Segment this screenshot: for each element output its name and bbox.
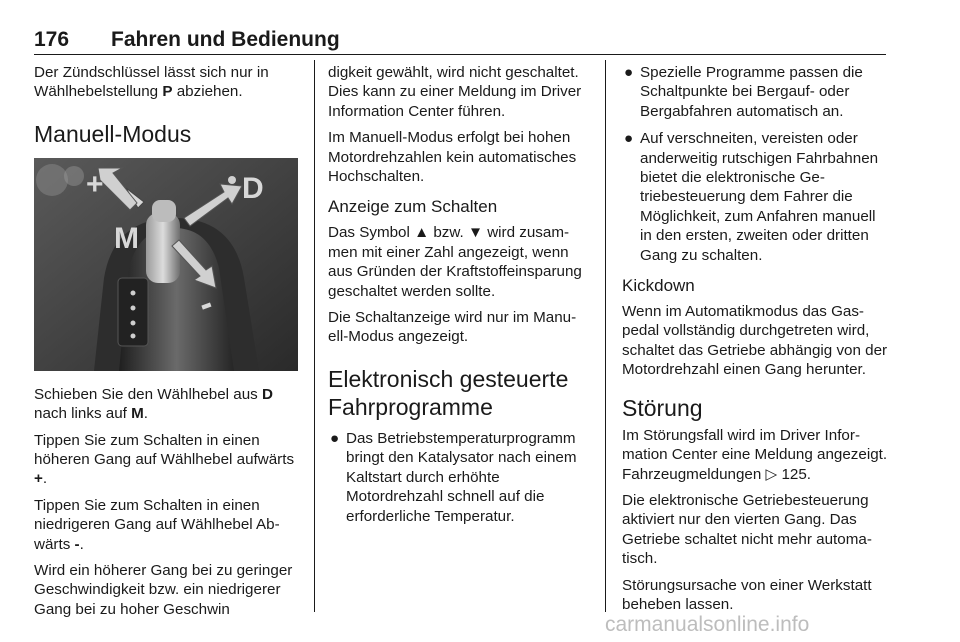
label-minus: -	[192, 281, 219, 325]
paragraph: Die elektronische Getriebesteuerung aktiviert nur den vierten Gang. Das Getriebe schaltet nicht mehr automatisch.	[622, 491, 872, 568]
column-2	[328, 63, 590, 534]
column-3	[622, 63, 888, 621]
gear-selector-illustration	[34, 158, 298, 371]
gear-selector-drawing	[34, 158, 298, 371]
page-number: 176	[34, 28, 70, 51]
section-heading-fault: Störung	[622, 394, 703, 421]
paragraph: Wird ein höherer Gang bei zu geringer Geschwindigkeit bzw. ein niedrigerer Gang bei zu hoher Geschwin	[34, 562, 293, 618]
bullet-list	[328, 429, 590, 526]
paragraph: Tippen Sie zum Schalten in einen niedrigeren Gang auf Wählhebel Abwärts -.	[34, 496, 280, 553]
paragraph: Schieben Sie den Wählhebel aus D nach links auf M.	[34, 385, 273, 423]
bullet-icon: ●	[330, 429, 340, 447]
paragraph: Wenn im Automatikmodus das Gaspedal vollständig durchgetreten wird, schaltet das Getriebe abhängig von der Motordrehzahl einen Gang herunter.	[622, 303, 888, 379]
bullet-list	[622, 63, 888, 265]
chapter-title: Fahren und Bedienung	[111, 28, 340, 51]
section-heading-manual-mode: Manuell-Modus	[34, 120, 192, 147]
paragraph: digkeit gewählt, wird nicht geschaltet. Dies kann zu einer Meldung im Driver Information Center führen.	[328, 64, 582, 120]
list-item: ● Das Betriebstemperaturprogramm bringt den Katalysator nach einem Kaltstart durch erhöhte Motordrehzahl schnell auf die erforderliche Temperatur.	[330, 429, 577, 525]
column-divider	[605, 60, 606, 612]
section-heading-drive-programs: Elektronisch gesteuerte Fahrprogramme	[328, 365, 569, 420]
intro-paragraph: Der Zündschlüssel lässt sich nur in Wählhebelstellung P abziehen.	[34, 64, 269, 101]
label-manual-m: M	[114, 221, 139, 255]
paragraph: Im Störungsfall wird im Driver Information Center eine Meldung angezeigt. Fahrzeugmeldungen ▷ 125.	[622, 426, 888, 483]
column-divider	[314, 60, 315, 612]
paragraph: Im Manuell-Modus erfolgt bei hohen Motordrehzahlen kein automatisches Hochschalten.	[328, 129, 577, 186]
list-item: ● Auf verschneiten, vereisten oder anderweitig rutschigen Fahrbahnen bietet die elektronische Getriebesteuerung dem Fahrer die Möglichkeit, zum Anfahren manuell in den ersten, zweiten oder dritten Gang zu schalten.	[624, 130, 879, 264]
bullet-icon: ●	[624, 64, 634, 81]
label-plus: +	[86, 167, 104, 201]
subheading-shift-indicator: Anzeige zum Schalten	[328, 197, 498, 217]
paragraph: Das Symbol ▲ bzw. ▼ wird zusammen mit einer Zahl angezeigt, wenn aus Gründen der Kraftstoffeinsparung geschaltet werden sollte.	[328, 224, 582, 300]
bullet-icon: ●	[624, 130, 634, 148]
paragraph: Die Schaltanzeige wird nur im Manuell-Modus angezeigt.	[328, 309, 577, 346]
paragraph: Tippen Sie zum Schalten in einen höheren Gang auf Wählhebel aufwärts +.	[34, 431, 295, 488]
subheading-kickdown: Kickdown	[622, 276, 695, 296]
paragraph: Störungsursache von einer Werkstatt beheben lassen.	[622, 576, 872, 613]
list-item: ● Spezielle Programme passen die Schaltpunkte bei Bergauf- oder Bergabfahren automatisch an.	[624, 64, 863, 120]
label-drive-d: D	[242, 171, 264, 205]
page-header	[34, 28, 886, 55]
column-1	[34, 63, 300, 626]
watermark: carmanualsonline.info	[605, 613, 810, 636]
page-reference-icon: ▷	[765, 465, 778, 483]
